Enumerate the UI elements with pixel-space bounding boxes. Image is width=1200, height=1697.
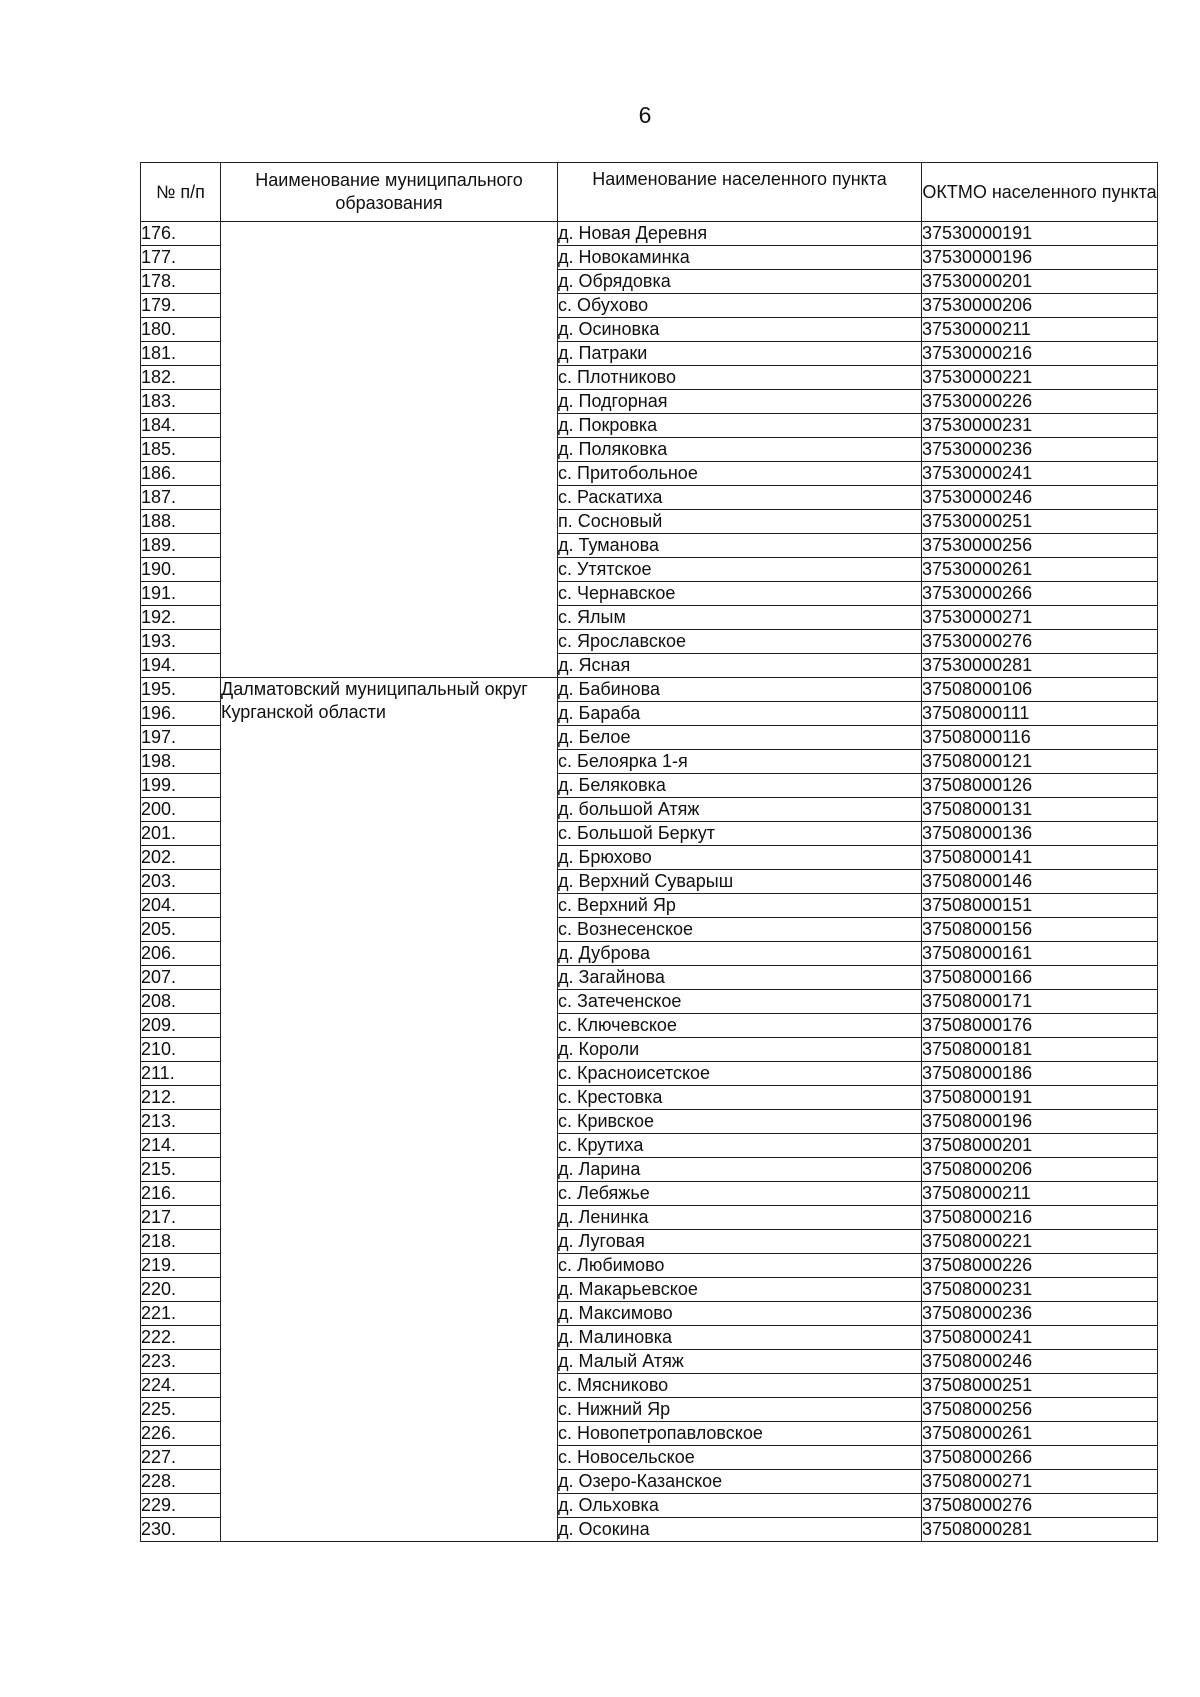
settlement-name: с. Утятское xyxy=(558,558,922,582)
settlement-name: с. Чернавское xyxy=(558,582,922,606)
settlement-name: д. Новая Деревня xyxy=(558,222,922,246)
oktmo-code: 37508000136 xyxy=(922,822,1158,846)
settlement-name: с. Новопетропавловское xyxy=(558,1422,922,1446)
row-number: 181. xyxy=(141,342,221,366)
row-number: 185. xyxy=(141,438,221,462)
row-number: 204. xyxy=(141,894,221,918)
row-number: 211. xyxy=(141,1062,221,1086)
page-number: 6 xyxy=(638,102,652,128)
row-number: 228. xyxy=(141,1470,221,1494)
row-number: 216. xyxy=(141,1182,221,1206)
row-number: 202. xyxy=(141,846,221,870)
oktmo-code: 37508000271 xyxy=(922,1470,1158,1494)
oktmo-code: 37508000121 xyxy=(922,750,1158,774)
row-number: 186. xyxy=(141,462,221,486)
oktmo-code: 37508000116 xyxy=(922,726,1158,750)
settlements-table xyxy=(140,162,1158,1542)
row-number: 176. xyxy=(141,222,221,246)
settlement-name: д. Новокаминка xyxy=(558,246,922,270)
oktmo-code: 37508000156 xyxy=(922,918,1158,942)
settlement-name: д. Беляковка xyxy=(558,774,922,798)
row-number: 197. xyxy=(141,726,221,750)
oktmo-code: 37530000271 xyxy=(922,606,1158,630)
settlement-name: д. Подгорная xyxy=(558,390,922,414)
row-number: 188. xyxy=(141,510,221,534)
row-number: 201. xyxy=(141,822,221,846)
row-number: 217. xyxy=(141,1206,221,1230)
row-number: 195. xyxy=(141,678,221,702)
oktmo-code: 37530000191 xyxy=(922,222,1158,246)
oktmo-code: 37508000261 xyxy=(922,1422,1158,1446)
table-header-row xyxy=(141,163,1158,222)
oktmo-code: 37508000206 xyxy=(922,1158,1158,1182)
row-number: 177. xyxy=(141,246,221,270)
row-number: 221. xyxy=(141,1302,221,1326)
oktmo-code: 37508000216 xyxy=(922,1206,1158,1230)
settlement-name: с. Любимово xyxy=(558,1254,922,1278)
settlement-name: с. Обухово xyxy=(558,294,922,318)
row-number: 182. xyxy=(141,366,221,390)
oktmo-code: 37508000171 xyxy=(922,990,1158,1014)
settlement-name: с. Притобольное xyxy=(558,462,922,486)
settlement-name: д. Поляковка xyxy=(558,438,922,462)
row-number: 206. xyxy=(141,942,221,966)
oktmo-code: 37508000211 xyxy=(922,1182,1158,1206)
oktmo-code: 37508000226 xyxy=(922,1254,1158,1278)
row-number: 199. xyxy=(141,774,221,798)
oktmo-code: 37508000256 xyxy=(922,1398,1158,1422)
oktmo-code: 37530000216 xyxy=(922,342,1158,366)
settlement-name: с. Нижний Яр xyxy=(558,1398,922,1422)
settlement-name: д. Ольховка xyxy=(558,1494,922,1518)
row-number: 180. xyxy=(141,318,221,342)
oktmo-code: 37508000231 xyxy=(922,1278,1158,1302)
settlement-name: д. Бабинова xyxy=(558,678,922,702)
row-number: 230. xyxy=(141,1518,221,1542)
row-number: 220. xyxy=(141,1278,221,1302)
row-number: 179. xyxy=(141,294,221,318)
settlement-name: с. Красноисетское xyxy=(558,1062,922,1086)
settlement-name: д. Обрядовка xyxy=(558,270,922,294)
settlement-name: д. Белое xyxy=(558,726,922,750)
settlement-name: д. Патраки xyxy=(558,342,922,366)
oktmo-code: 37530000206 xyxy=(922,294,1158,318)
oktmo-code: 37508000236 xyxy=(922,1302,1158,1326)
settlement-name: д. Малиновка xyxy=(558,1326,922,1350)
oktmo-code: 37508000241 xyxy=(922,1326,1158,1350)
row-number: 214. xyxy=(141,1134,221,1158)
settlement-name: с. Верхний Яр xyxy=(558,894,922,918)
row-number: 229. xyxy=(141,1494,221,1518)
table-body xyxy=(141,222,1158,1542)
row-number: 227. xyxy=(141,1446,221,1470)
settlement-name: с. Лебяжье xyxy=(558,1182,922,1206)
settlement-name: д. Загайнова xyxy=(558,966,922,990)
row-number: 183. xyxy=(141,390,221,414)
settlement-name: д. Луговая xyxy=(558,1230,922,1254)
oktmo-code: 37508000111 xyxy=(922,702,1158,726)
row-number: 209. xyxy=(141,1014,221,1038)
oktmo-code: 37508000276 xyxy=(922,1494,1158,1518)
oktmo-code: 37508000181 xyxy=(922,1038,1158,1062)
row-number: 194. xyxy=(141,654,221,678)
settlement-name: с. Ялым xyxy=(558,606,922,630)
settlement-name: с. Раскатиха xyxy=(558,486,922,510)
settlement-name: д. Макарьевское xyxy=(558,1278,922,1302)
row-number: 207. xyxy=(141,966,221,990)
oktmo-code: 37530000201 xyxy=(922,270,1158,294)
oktmo-code: 37508000146 xyxy=(922,870,1158,894)
oktmo-code: 37508000281 xyxy=(922,1518,1158,1542)
oktmo-code: 37530000256 xyxy=(922,534,1158,558)
row-number: 187. xyxy=(141,486,221,510)
oktmo-code: 37508000106 xyxy=(922,678,1158,702)
oktmo-code: 37508000166 xyxy=(922,966,1158,990)
oktmo-code: 37530000266 xyxy=(922,582,1158,606)
row-number: 226. xyxy=(141,1422,221,1446)
oktmo-code: 37508000191 xyxy=(922,1086,1158,1110)
settlement-name: д. Осиновка xyxy=(558,318,922,342)
table-row xyxy=(141,678,1158,702)
row-number: 184. xyxy=(141,414,221,438)
oktmo-code: 37508000201 xyxy=(922,1134,1158,1158)
settlement-name: с. Крутиха xyxy=(558,1134,922,1158)
settlement-name: д. Ленинка xyxy=(558,1206,922,1230)
settlement-name: д. Ясная xyxy=(558,654,922,678)
row-number: 189. xyxy=(141,534,221,558)
row-number: 219. xyxy=(141,1254,221,1278)
oktmo-code: 37530000241 xyxy=(922,462,1158,486)
oktmo-code: 37530000281 xyxy=(922,654,1158,678)
oktmo-code: 37508000126 xyxy=(922,774,1158,798)
settlement-name: с. Вознесенское xyxy=(558,918,922,942)
row-number: 225. xyxy=(141,1398,221,1422)
row-number: 192. xyxy=(141,606,221,630)
row-number: 212. xyxy=(141,1086,221,1110)
row-number: 208. xyxy=(141,990,221,1014)
oktmo-code: 37508000161 xyxy=(922,942,1158,966)
row-number: 178. xyxy=(141,270,221,294)
oktmo-code: 37508000246 xyxy=(922,1350,1158,1374)
row-number: 198. xyxy=(141,750,221,774)
settlement-name: с. Плотниково xyxy=(558,366,922,390)
header-oktmo: ОКТМО населенного пункта xyxy=(922,163,1158,222)
row-number: 193. xyxy=(141,630,221,654)
header-num: № п/п xyxy=(141,163,221,222)
settlement-name: д. Покровка xyxy=(558,414,922,438)
settlement-name: с. Ключевское xyxy=(558,1014,922,1038)
settlement-name: д. большой Атяж xyxy=(558,798,922,822)
oktmo-code: 37530000211 xyxy=(922,318,1158,342)
row-number: 222. xyxy=(141,1326,221,1350)
row-number: 196. xyxy=(141,702,221,726)
row-number: 190. xyxy=(141,558,221,582)
settlement-name: с. Затеченское xyxy=(558,990,922,1014)
row-number: 203. xyxy=(141,870,221,894)
settlement-name: с. Кривское xyxy=(558,1110,922,1134)
oktmo-code: 37530000196 xyxy=(922,246,1158,270)
row-number: 218. xyxy=(141,1230,221,1254)
oktmo-code: 37530000246 xyxy=(922,486,1158,510)
oktmo-code: 37530000276 xyxy=(922,630,1158,654)
header-municipality: Наименование муниципального образования xyxy=(221,163,558,222)
oktmo-code: 37508000131 xyxy=(922,798,1158,822)
municipality-name: Далматовский муниципальный округ Курганской области xyxy=(221,678,558,1542)
oktmo-code: 37530000236 xyxy=(922,438,1158,462)
municipality-name xyxy=(221,222,558,678)
settlement-name: с. Новосельское xyxy=(558,1446,922,1470)
header-settlement: Наименование населенного пункта xyxy=(558,163,922,222)
oktmo-code: 37508000196 xyxy=(922,1110,1158,1134)
settlement-name: д. Осокина xyxy=(558,1518,922,1542)
settlement-name: д. Дуброва xyxy=(558,942,922,966)
oktmo-code: 37530000261 xyxy=(922,558,1158,582)
oktmo-code: 37508000221 xyxy=(922,1230,1158,1254)
oktmo-code: 37530000251 xyxy=(922,510,1158,534)
settlement-name: с. Мясниково xyxy=(558,1374,922,1398)
settlement-name: с. Большой Беркут xyxy=(558,822,922,846)
settlement-name: д. Брюхово xyxy=(558,846,922,870)
oktmo-code: 37530000231 xyxy=(922,414,1158,438)
settlement-name: д. Максимово xyxy=(558,1302,922,1326)
oktmo-code: 37530000221 xyxy=(922,366,1158,390)
row-number: 223. xyxy=(141,1350,221,1374)
settlement-name: д. Ларина xyxy=(558,1158,922,1182)
row-number: 213. xyxy=(141,1110,221,1134)
settlement-name: д. Бараба xyxy=(558,702,922,726)
oktmo-code: 37530000226 xyxy=(922,390,1158,414)
row-number: 200. xyxy=(141,798,221,822)
oktmo-code: 37508000186 xyxy=(922,1062,1158,1086)
settlement-name: п. Сосновый xyxy=(558,510,922,534)
settlement-name: д. Малый Атяж xyxy=(558,1350,922,1374)
settlement-name: с. Ярославское xyxy=(558,630,922,654)
oktmo-code: 37508000176 xyxy=(922,1014,1158,1038)
row-number: 215. xyxy=(141,1158,221,1182)
settlement-name: с. Белоярка 1-я xyxy=(558,750,922,774)
oktmo-code: 37508000151 xyxy=(922,894,1158,918)
oktmo-code: 37508000251 xyxy=(922,1374,1158,1398)
oktmo-code: 37508000266 xyxy=(922,1446,1158,1470)
table-row xyxy=(141,222,1158,246)
settlement-name: д. Верхний Суварыш xyxy=(558,870,922,894)
settlement-name: д. Озеро-Казанское xyxy=(558,1470,922,1494)
settlement-name: д. Короли xyxy=(558,1038,922,1062)
settlement-name: д. Туманова xyxy=(558,534,922,558)
row-number: 210. xyxy=(141,1038,221,1062)
row-number: 224. xyxy=(141,1374,221,1398)
oktmo-code: 37508000141 xyxy=(922,846,1158,870)
settlement-name: с. Крестовка xyxy=(558,1086,922,1110)
row-number: 205. xyxy=(141,918,221,942)
row-number: 191. xyxy=(141,582,221,606)
